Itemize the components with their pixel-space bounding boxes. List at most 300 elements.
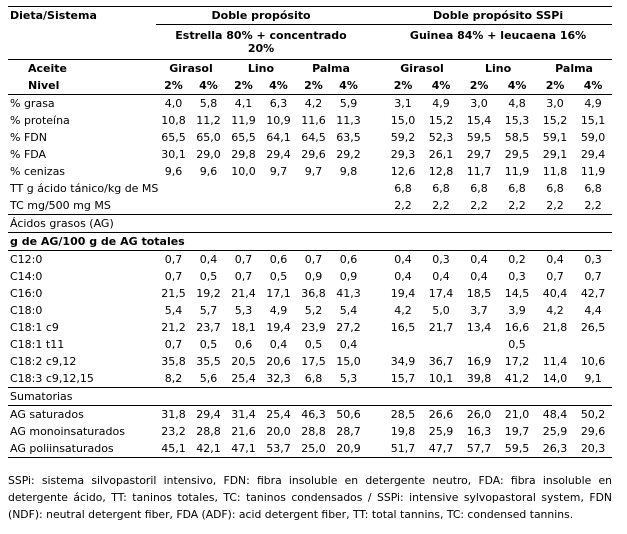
- column-gap: [366, 423, 384, 440]
- value-cell: 0,6: [234, 338, 253, 351]
- value-cell: 3,7: [470, 304, 488, 317]
- value-cell: 0,7: [234, 253, 253, 266]
- value-cell: 11,7: [466, 165, 492, 178]
- column-gap: [366, 163, 384, 180]
- value-cell: 0,4: [394, 253, 412, 266]
- value-cell: 26,0: [466, 408, 492, 421]
- value-cell: 29,6: [580, 425, 606, 438]
- value-cell: 50,6: [336, 408, 361, 421]
- value-cell: 5,9: [339, 97, 358, 110]
- value-cell: 0,4: [199, 253, 218, 266]
- row-label: AG saturados: [10, 408, 84, 421]
- header-level: 2%: [384, 77, 422, 95]
- value-cell: [331, 197, 366, 215]
- value-cell: 47,7: [422, 440, 460, 458]
- value-cell: 0,7: [164, 270, 183, 283]
- value-cell: 2,2: [460, 197, 498, 215]
- value-cell: 5,3: [331, 370, 366, 388]
- row-label: C18:2 c9,12: [10, 355, 77, 368]
- value-cell: 29,0: [196, 148, 221, 161]
- header-dieta-sistema: Dieta/Sistema: [8, 7, 156, 25]
- value-cell: 28,5: [390, 408, 416, 421]
- value-cell: 16,3: [466, 425, 492, 438]
- value-cell: 25,4: [226, 370, 261, 388]
- value-cell: 35,5: [196, 355, 221, 368]
- table-row: [8, 95, 612, 113]
- value-cell: 36,8: [301, 287, 326, 300]
- value-cell: [331, 180, 366, 197]
- value-cell: 65,0: [196, 131, 221, 144]
- value-cell: 52,3: [428, 131, 454, 144]
- row-label: % FDA: [10, 148, 47, 161]
- value-cell: 5,3: [234, 304, 253, 317]
- value-cell: 26,6: [428, 408, 454, 421]
- value-cell: 28,7: [336, 425, 361, 438]
- value-cell: 2,2: [574, 197, 612, 215]
- value-cell: 10,8: [161, 114, 186, 127]
- value-cell: 0,7: [546, 270, 564, 283]
- value-cell: 11,9: [231, 114, 256, 127]
- value-cell: 4,4: [584, 304, 602, 317]
- value-cell: 51,7: [384, 440, 422, 458]
- row-label: C18:0: [10, 304, 43, 317]
- value-cell: 59,1: [542, 131, 568, 144]
- header-oil-lino-sspi: Lino: [484, 62, 512, 75]
- value-cell: 9,1: [574, 370, 612, 388]
- column-gap: [366, 251, 384, 269]
- value-cell: [156, 180, 191, 197]
- value-cell: 35,8: [161, 355, 186, 368]
- value-cell: 0,4: [432, 270, 450, 283]
- value-cell: 46,3: [301, 408, 326, 421]
- value-cell: 20,0: [266, 425, 291, 438]
- value-cell: 15,2: [542, 114, 568, 127]
- value-cell: 19,2: [196, 287, 221, 300]
- column-gap: [366, 180, 384, 197]
- value-cell: 41,3: [336, 287, 361, 300]
- section-header-row: [8, 388, 612, 406]
- value-cell: 6,8: [296, 370, 331, 388]
- header-level: 2%: [296, 77, 331, 95]
- header-oil-palma-sspi: Palma: [555, 62, 593, 75]
- value-cell: 29,2: [336, 148, 361, 161]
- value-cell: 29,1: [542, 148, 568, 161]
- section-header-row: [8, 233, 612, 251]
- value-cell: 19,4: [266, 321, 291, 334]
- value-cell: 3,1: [394, 97, 412, 110]
- value-cell: 21,8: [542, 321, 568, 334]
- value-cell: 6,8: [394, 182, 412, 195]
- value-cell: 4,9: [432, 97, 450, 110]
- value-cell: 0,7: [164, 253, 183, 266]
- value-cell: 5,7: [199, 304, 218, 317]
- value-cell: 0,4: [394, 270, 412, 283]
- row-label: C18:1 c9: [10, 321, 59, 334]
- header-aceite: Aceite: [28, 62, 67, 75]
- value-cell: 42,7: [580, 287, 606, 300]
- value-cell: 29,4: [266, 148, 291, 161]
- value-cell: 64,5: [301, 131, 326, 144]
- value-cell: 17,5: [301, 355, 326, 368]
- value-cell: 28,8: [196, 425, 221, 438]
- value-cell: 29,3: [390, 148, 416, 161]
- header-level: 2%: [460, 77, 498, 95]
- value-cell: 0,3: [432, 253, 450, 266]
- value-cell: 65,5: [161, 131, 186, 144]
- value-cell: 2,2: [422, 197, 460, 215]
- column-gap: [366, 370, 384, 388]
- row-label: TT g ácido tánico/kg de MS: [10, 182, 159, 195]
- value-cell: 3,0: [470, 97, 488, 110]
- value-cell: 0,3: [508, 270, 526, 283]
- table-row: [8, 268, 612, 285]
- value-cell: 0,7: [304, 253, 323, 266]
- value-cell: 4,2: [394, 304, 412, 317]
- header-level: 2%: [226, 77, 261, 95]
- table-row: [8, 112, 612, 129]
- value-cell: 27,2: [336, 321, 361, 334]
- header-level: 4%: [331, 77, 366, 95]
- header-level: 4%: [422, 77, 460, 95]
- value-cell: 25,4: [266, 408, 291, 421]
- section-header-label: Ácidos grasos (AG): [8, 215, 612, 233]
- value-cell: 4,1: [234, 97, 253, 110]
- header-empty-cell: [8, 25, 156, 60]
- value-cell: 14,0: [536, 370, 574, 388]
- column-gap: [366, 285, 384, 302]
- value-cell: 0,5: [269, 270, 288, 283]
- value-cell: 4,8: [508, 97, 526, 110]
- value-cell: 0,4: [546, 253, 564, 266]
- header-row-diets: [8, 25, 612, 60]
- column-gap: [366, 319, 384, 336]
- value-cell: 11,3: [336, 114, 361, 127]
- column-gap: [366, 129, 384, 146]
- value-cell: 32,3: [261, 370, 296, 388]
- value-cell: 4,2: [546, 304, 564, 317]
- value-cell: [261, 197, 296, 215]
- value-cell: 16,5: [390, 321, 416, 334]
- value-cell: 6,8: [470, 182, 488, 195]
- value-cell: 57,7: [460, 440, 498, 458]
- value-cell: 0,4: [470, 253, 488, 266]
- value-cell: 11,4: [542, 355, 568, 368]
- header-level: 2%: [156, 77, 191, 95]
- value-cell: 4,2: [304, 97, 323, 110]
- value-cell: [460, 336, 498, 353]
- value-cell: 29,4: [580, 148, 606, 161]
- value-cell: 20,6: [266, 355, 291, 368]
- value-cell: 21,7: [428, 321, 454, 334]
- value-cell: 0,4: [470, 270, 488, 283]
- value-cell: 34,9: [390, 355, 416, 368]
- column-gap: [366, 112, 384, 129]
- value-cell: 16,6: [504, 321, 530, 334]
- value-cell: 26,1: [428, 148, 454, 161]
- value-cell: 20,5: [231, 355, 256, 368]
- value-cell: [384, 336, 422, 353]
- value-cell: [191, 180, 226, 197]
- value-cell: 0,7: [234, 270, 253, 283]
- value-cell: 9,7: [269, 165, 288, 178]
- value-cell: 15,1: [580, 114, 606, 127]
- value-cell: 59,5: [498, 440, 536, 458]
- value-cell: 5,0: [432, 304, 450, 317]
- value-cell: 15,0: [336, 355, 361, 368]
- value-cell: 20,3: [574, 440, 612, 458]
- diet-guinea-label: Guinea 84% + leucaena 16%: [409, 29, 587, 42]
- table-row: [8, 285, 612, 302]
- value-cell: 11,9: [504, 165, 530, 178]
- column-gap: [366, 77, 384, 95]
- header-level: 4%: [574, 77, 612, 95]
- column-gap: [366, 336, 384, 353]
- value-cell: 17,4: [428, 287, 454, 300]
- row-label: C16:0: [10, 287, 43, 300]
- value-cell: 6,8: [432, 182, 450, 195]
- value-cell: 0,6: [269, 253, 288, 266]
- value-cell: 10,0: [231, 165, 256, 178]
- value-cell: 19,7: [504, 425, 530, 438]
- value-cell: 48,4: [542, 408, 568, 421]
- value-cell: 0,3: [584, 253, 602, 266]
- value-cell: 29,5: [504, 148, 530, 161]
- value-cell: 21,4: [231, 287, 256, 300]
- value-cell: 10,9: [266, 114, 291, 127]
- table-row: [8, 129, 612, 146]
- value-cell: 45,1: [156, 440, 191, 458]
- value-cell: 39,8: [460, 370, 498, 388]
- header-diet-guinea: [384, 25, 612, 60]
- value-cell: 25,0: [296, 440, 331, 458]
- value-cell: 0,4: [339, 338, 358, 351]
- value-cell: 21,6: [231, 425, 256, 438]
- value-cell: 5,6: [191, 370, 226, 388]
- value-cell: [296, 197, 331, 215]
- value-cell: 53,7: [261, 440, 296, 458]
- value-cell: [536, 336, 574, 353]
- value-cell: 2,2: [498, 197, 536, 215]
- value-cell: 5,8: [199, 97, 218, 110]
- value-cell: 6,3: [269, 97, 288, 110]
- value-cell: 5,2: [304, 304, 323, 317]
- value-cell: [261, 180, 296, 197]
- value-cell: 13,4: [466, 321, 492, 334]
- value-cell: 23,7: [196, 321, 221, 334]
- value-cell: 10,6: [580, 355, 606, 368]
- value-cell: [226, 180, 261, 197]
- section-header-label: g de AG/100 g de AG totales: [8, 233, 612, 251]
- value-cell: 9,7: [304, 165, 323, 178]
- value-cell: 58,5: [504, 131, 530, 144]
- value-cell: 26,3: [536, 440, 574, 458]
- value-cell: 29,6: [301, 148, 326, 161]
- value-cell: 25,9: [428, 425, 454, 438]
- value-cell: 17,1: [266, 287, 291, 300]
- value-cell: 11,6: [301, 114, 326, 127]
- header-nivel: Nivel: [8, 77, 156, 95]
- column-gap: [366, 268, 384, 285]
- table-row: [8, 440, 612, 458]
- header-level: 4%: [498, 77, 536, 95]
- value-cell: 15,2: [428, 114, 454, 127]
- row-label: % grasa: [10, 97, 55, 110]
- value-cell: 10,1: [422, 370, 460, 388]
- value-cell: 6,8: [546, 182, 564, 195]
- value-cell: 11,8: [542, 165, 568, 178]
- value-cell: 15,4: [466, 114, 492, 127]
- value-cell: 59,0: [580, 131, 606, 144]
- header-row-groups: [8, 7, 612, 25]
- value-cell: 40,4: [542, 287, 568, 300]
- value-cell: 14,5: [504, 287, 530, 300]
- value-cell: 0,7: [164, 338, 183, 351]
- value-cell: 4,9: [584, 97, 602, 110]
- value-cell: [191, 197, 226, 215]
- value-cell: 11,9: [580, 165, 606, 178]
- header-row-oils: [8, 60, 612, 78]
- value-cell: 0,6: [339, 253, 358, 266]
- value-cell: 11,2: [196, 114, 221, 127]
- table-row: [8, 353, 612, 370]
- value-cell: 21,2: [161, 321, 186, 334]
- header-oil-girasol-sspi: Girasol: [400, 62, 444, 75]
- value-cell: 0,9: [339, 270, 358, 283]
- value-cell: 9,8: [339, 165, 358, 178]
- value-cell: 31,4: [231, 408, 256, 421]
- column-gap: [366, 353, 384, 370]
- column-gap: [366, 146, 384, 163]
- value-cell: 29,4: [196, 408, 221, 421]
- header-group-doble-proposito-sspi: Doble propósito SSPi: [384, 7, 612, 25]
- header-level: 4%: [191, 77, 226, 95]
- value-cell: 0,5: [199, 338, 218, 351]
- section-header-row: [8, 215, 612, 233]
- value-cell: 18,1: [231, 321, 256, 334]
- column-gap: [366, 197, 384, 215]
- row-label: C18:1 t11: [10, 338, 65, 351]
- section-header-label: Sumatorias: [8, 388, 612, 406]
- value-cell: 0,5: [199, 270, 218, 283]
- column-gap: [366, 25, 384, 60]
- table-row: [8, 197, 612, 215]
- value-cell: 23,9: [301, 321, 326, 334]
- value-cell: 26,5: [580, 321, 606, 334]
- value-cell: 0,5: [304, 338, 323, 351]
- table-row: [8, 406, 612, 424]
- value-cell: 6,8: [584, 182, 602, 195]
- row-label: AG monoinsaturados: [10, 425, 125, 438]
- value-cell: 59,2: [390, 131, 416, 144]
- value-cell: 28,8: [301, 425, 326, 438]
- diet-estrella-label: Estrella 80% + concentrado 20%: [175, 29, 347, 55]
- value-cell: 36,7: [428, 355, 454, 368]
- row-label: % proteína: [10, 114, 70, 127]
- value-cell: 18,5: [466, 287, 492, 300]
- value-cell: 15,7: [384, 370, 422, 388]
- value-cell: 12,8: [428, 165, 454, 178]
- value-cell: 50,2: [580, 408, 606, 421]
- table-row: [8, 336, 612, 353]
- value-cell: [296, 180, 331, 197]
- column-gap: [366, 440, 384, 458]
- column-gap: [366, 95, 384, 113]
- value-cell: 9,6: [164, 165, 183, 178]
- row-label: % cenizas: [10, 165, 66, 178]
- value-cell: 3,0: [546, 97, 564, 110]
- value-cell: 2,2: [384, 197, 422, 215]
- value-cell: [422, 336, 460, 353]
- column-gap: [366, 60, 384, 78]
- table-row: [8, 146, 612, 163]
- table-header: [8, 7, 612, 95]
- value-cell: 30,1: [161, 148, 186, 161]
- header-group-doble-proposito: Doble propósito: [156, 7, 366, 25]
- value-cell: 64,1: [266, 131, 291, 144]
- row-label: AG poliinsaturados: [8, 440, 156, 458]
- value-cell: 29,7: [466, 148, 492, 161]
- header-oil-lino: Lino: [247, 62, 275, 75]
- value-cell: 29,8: [231, 148, 256, 161]
- value-cell: 16,9: [466, 355, 492, 368]
- value-cell: 17,2: [504, 355, 530, 368]
- value-cell: 0,4: [269, 338, 288, 351]
- table-row: [8, 423, 612, 440]
- value-cell: 6,8: [508, 182, 526, 195]
- diet-composition-table: [8, 6, 612, 458]
- row-label: % FDN: [10, 131, 47, 144]
- value-cell: 0,7: [584, 270, 602, 283]
- value-cell: 59,5: [466, 131, 492, 144]
- value-cell: 15,3: [504, 114, 530, 127]
- value-cell: 65,5: [231, 131, 256, 144]
- header-row-levels: [8, 77, 612, 95]
- table-row: [8, 319, 612, 336]
- column-gap: [366, 7, 384, 25]
- value-cell: 5,4: [339, 304, 358, 317]
- value-cell: 0,2: [508, 253, 526, 266]
- value-cell: 12,6: [390, 165, 416, 178]
- table-row: [8, 163, 612, 180]
- value-cell: 42,1: [191, 440, 226, 458]
- row-label: C14:0: [10, 270, 43, 283]
- header-oil-girasol: Girasol: [169, 62, 213, 75]
- value-cell: 4,9: [269, 304, 288, 317]
- table-footnote: SSPi: sistema silvopastoril intensivo, FDN: fibra insoluble en detergente neutro, FDA: fibra insoluble en detergente ácido, TT: taninos totales, TC: taninos condensados / SSPi: intensive sylvopastoral system, FDN (NDF): neutral detergent fiber, FDA (ADF): acid detergent fiber, TT: total tannins, TC: condensed tannins.: [8, 474, 612, 521]
- value-cell: 21,5: [161, 287, 186, 300]
- value-cell: 41,2: [498, 370, 536, 388]
- value-cell: 9,6: [199, 165, 218, 178]
- value-cell: 23,2: [161, 425, 186, 438]
- value-cell: [574, 336, 612, 353]
- value-cell: 0,5: [508, 338, 526, 351]
- column-gap: [366, 406, 384, 424]
- row-label: TC mg/500 mg MS: [8, 197, 156, 215]
- row-label: C12:0: [10, 253, 43, 266]
- value-cell: 5,4: [164, 304, 183, 317]
- table-body: [8, 95, 612, 458]
- column-gap: [366, 302, 384, 319]
- value-cell: 20,9: [331, 440, 366, 458]
- header-level: 2%: [536, 77, 574, 95]
- value-cell: 47,1: [226, 440, 261, 458]
- table-row: [8, 370, 612, 388]
- value-cell: 2,2: [536, 197, 574, 215]
- value-cell: 19,4: [390, 287, 416, 300]
- value-cell: [156, 197, 191, 215]
- row-label: C18:3 c9,12,15: [8, 370, 156, 388]
- value-cell: 4,0: [164, 97, 183, 110]
